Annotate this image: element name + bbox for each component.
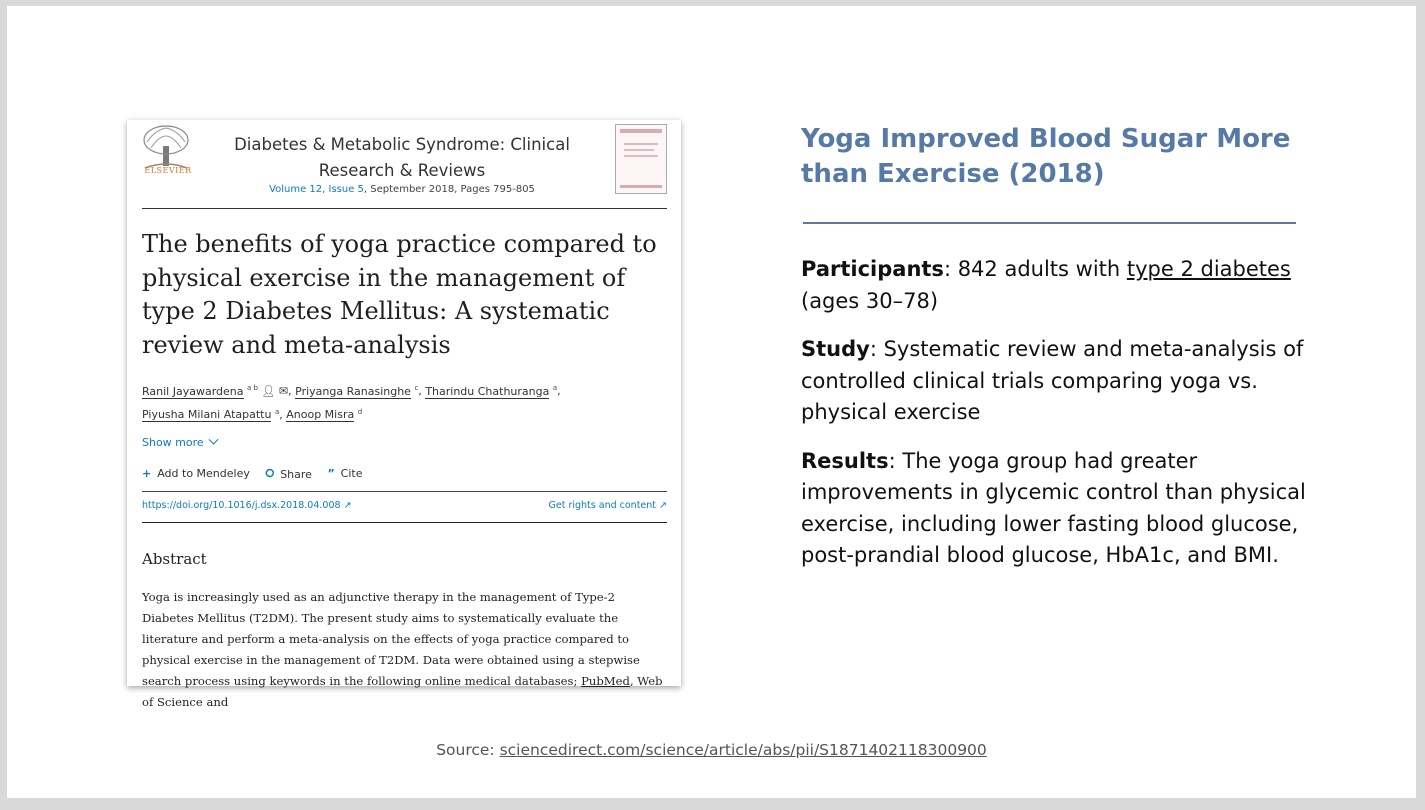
journal-title[interactable]: Diabetes & Metabolic Syndrome: Clinical Research & Reviews: [234, 135, 570, 180]
author-link[interactable]: Priyanga Ranasinghe: [295, 384, 411, 398]
abstract-body-end: , Web of Science and: [142, 674, 663, 709]
author-link[interactable]: Tharindu Chathuranga: [425, 384, 550, 398]
source-label: Source:: [436, 741, 500, 759]
show-more-label: Show more: [142, 436, 204, 449]
person-icon[interactable]: 👤︎: [261, 384, 276, 398]
share-label: Share: [280, 467, 312, 481]
share-button[interactable]: [265, 467, 312, 481]
study-text: : Systematic review and meta-analysis of controlled clinical trials comparing yoga vs. physical exercise: [801, 337, 1304, 424]
add-to-mendeley-button[interactable]: [142, 467, 250, 480]
abstract-divider: [142, 522, 667, 523]
slide-title: Yoga Improved Blood Sugar More than Exercise (2018): [801, 124, 1291, 189]
cite-label: Cite: [340, 467, 363, 480]
author-affiliation: c: [414, 384, 419, 392]
participants-ages: (ages 30–78): [801, 288, 939, 313]
share-icon: ⭘: [265, 467, 275, 480]
abstract-text: [142, 587, 670, 713]
study-label: Study: [801, 337, 870, 361]
doi-link[interactable]: https://doi.org/10.1016/j.dsx.2018.04.008 ↗: [142, 500, 352, 511]
mendeley-label: Add to Mendeley: [157, 467, 250, 480]
author-affiliation: a: [552, 384, 558, 392]
author-affiliation: d: [357, 407, 363, 416]
cite-button[interactable]: [327, 467, 362, 480]
results-label: Results: [801, 448, 889, 473]
slide: [7, 6, 1416, 798]
header-divider: [142, 208, 667, 209]
rights-link[interactable]: Get rights and content ↗: [548, 500, 667, 511]
quote-icon: ”: [327, 467, 335, 480]
author-list: Ranil Jayawardena $^{a b}$ 👤︎ ✉, Priyanga Ranasinghe $^c$, Tharindu Chathuranga $^a$, Piyusha Milani Atapattu $^a$, Anoop Misra $^d$: [142, 384, 561, 422]
chevron-down-icon: [208, 435, 218, 445]
abstract-heading: Abstract: [142, 550, 207, 568]
show-more-button[interactable]: [142, 436, 217, 449]
author-affiliation: a b: [247, 384, 258, 392]
participants-label: Participants: [801, 257, 944, 281]
author-affiliation: a: [274, 407, 280, 416]
author-link[interactable]: Anoop Misra: [286, 408, 355, 422]
journal-cover-thumbnail[interactable]: [615, 124, 667, 194]
article-title: The benefits of yoga practice compared to physical exercise in the management of type 2 Diabetes Mellitus: A systematic review and meta-analysis: [142, 230, 657, 359]
pubmed-link[interactable]: PubMed: [581, 674, 630, 688]
publisher-name: ELSEVIER: [144, 166, 192, 175]
article-actions: [142, 467, 375, 481]
author-link[interactable]: Ranil Jayawardena: [142, 384, 244, 398]
source-link[interactable]: sciencedirect.com/science/article/abs/pii/S1871402118300900: [499, 741, 987, 759]
author-link[interactable]: Piyusha Milani Atapattu: [142, 408, 272, 422]
type-2-diabetes-link[interactable]: type 2 diabetes: [1126, 257, 1291, 281]
results-text: : The yoga group had greater improvements in glycemic control than physical exercise, including lower fasting blood glucose, post-prandial blood glucose, HbA1c, and BMI.: [801, 448, 1306, 567]
participants-paragraph: [801, 254, 1331, 317]
issue-details: , September 2018, Pages 795-805: [363, 184, 535, 195]
article-screenshot: [127, 120, 681, 709]
participants-text: : 842 adults with: [943, 257, 1127, 281]
results-paragraph: [801, 446, 1331, 572]
study-paragraph: [801, 334, 1331, 429]
actions-divider: [142, 491, 667, 492]
email-icon[interactable]: ✉: [278, 384, 289, 398]
abstract-body: Yoga is increasingly used as an adjunctive therapy in the management of Type-2 Diabetes Mellitus (T2DM). The present study aims to systematically evaluate the literature and perform a meta-analysis on the effects of yoga practice compared to physical exercise in the management of T2DM. Data were obtained using a stepwise search process using keywords in the following online medical databases;: [142, 590, 640, 688]
journal-issue: [222, 184, 582, 195]
plus-icon: +: [142, 467, 152, 480]
source-citation: [7, 741, 1416, 759]
issue-volume-link[interactable]: Volume 12, Issue 5: [269, 184, 364, 195]
slide-body: [801, 254, 1331, 589]
title-divider: [803, 222, 1296, 224]
